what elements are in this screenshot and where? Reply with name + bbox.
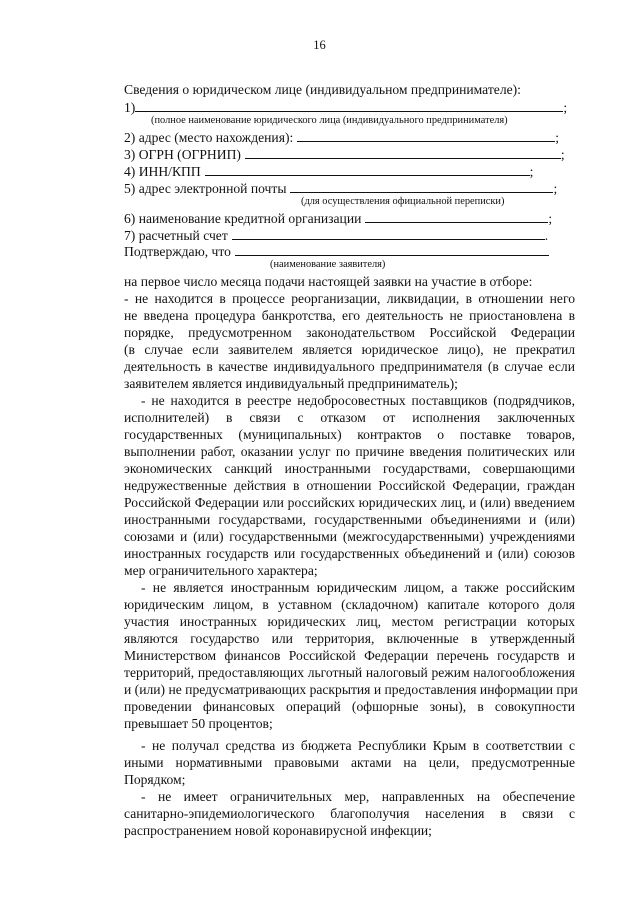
field-2-line — [297, 129, 555, 142]
p3-line: участия иностранных юридических лиц, местом регистрации которых — [124, 614, 575, 629]
field-3-line — [245, 146, 561, 159]
p3-line: территорий, предоставляющих льготный налоговый режим налогообложения — [124, 665, 575, 680]
p3-line: являются государство или территория, включенные в утвержденный — [124, 631, 575, 646]
intro-line: на первое число месяца подачи настоящей заявки на участие в отборе: — [124, 274, 533, 289]
field-5-label: 5) адрес электронной почты — [124, 181, 287, 196]
field-1-label: 1) — [124, 100, 136, 115]
page-number: 16 — [313, 38, 326, 52]
field-6-end: ; — [548, 211, 553, 226]
field-7-line — [232, 227, 545, 240]
p4-line: Порядком; — [124, 772, 186, 787]
field-7-end: . — [544, 228, 549, 243]
confirm-line — [235, 243, 549, 256]
p4-line: - не получал средства из бюджета Республики Крым в соответствии с — [141, 738, 575, 753]
p2-line: выполнении работ, оказании услуг по причине введения политических или — [124, 444, 575, 459]
field-4-line — [205, 163, 530, 176]
field-1 — [124, 99, 567, 116]
p5-line: - не имеет ограничительных мер, направленных на обеспечение — [141, 789, 575, 804]
field-5-end: ; — [553, 181, 558, 196]
p2-line: Российской Федерации или российских юридических лиц, и (или) введением — [124, 495, 575, 510]
p3-line: превышает 50 процентов; — [124, 716, 273, 731]
field-2-end: ; — [555, 130, 560, 145]
field-1-end: ; — [563, 100, 568, 115]
p3-line: проведении финансовых операций (офшорные зоны), в совокупности — [124, 699, 575, 714]
p1-line: порядке, предусмотренном законодательством Российской Федерации — [124, 325, 575, 340]
field-1-line — [135, 99, 563, 112]
field-4 — [124, 163, 533, 180]
field-6 — [124, 210, 552, 227]
field-5-line — [290, 180, 553, 193]
confirm-caption: (наименование заявителя) — [270, 259, 386, 270]
form-heading: Сведения о юридическом лице (индивидуальном предпринимателе): — [124, 82, 521, 97]
field-3 — [124, 146, 565, 163]
p2-line: экономических санкций иностранными государствами, совершающими — [124, 461, 575, 476]
field-7 — [124, 227, 548, 244]
p3-line: и (или) не предусматривающих раскрытия и предоставления информации при — [124, 682, 578, 697]
p1-line: (в случае если заявителем является юридическое лицо), не прекратил — [124, 342, 575, 357]
field-5 — [124, 180, 557, 197]
p1-line: деятельность в качестве индивидуального предпринимателя (в случае если — [124, 359, 575, 374]
field-4-label: 4) ИНН/КПП — [124, 164, 201, 179]
field-5-caption: (для осуществления официальной переписки) — [301, 196, 505, 207]
field-3-label: 3) ОГРН (ОГРНИП) — [124, 147, 241, 162]
field-2 — [124, 129, 559, 146]
p2-line: союзами и (или) государственными (межгосударственными) учреждениями — [124, 529, 575, 544]
field-6-line — [365, 210, 548, 223]
p1-line: не введена процедура банкротства, его деятельность не приостановлена в — [124, 308, 575, 323]
p4-line: иными нормативными правовыми актами на цели, предусмотренные — [124, 755, 575, 770]
p2-line: государственных (муниципальных) контрактов о поставке товаров, — [124, 427, 575, 442]
p3-line: юридическим лицом, в уставном (складочном) капитале которого доля — [124, 597, 575, 612]
confirm-label: Подтверждаю, что — [124, 244, 231, 259]
p5-line: распространением новой коронавирусной инфекции; — [124, 823, 432, 838]
p1-line: заявителем является индивидуальный предприниматель); — [124, 376, 458, 391]
field-4-end: ; — [529, 164, 534, 179]
p3-line: - не является иностранным юридическим лицом, а также российским — [141, 580, 575, 595]
p2-line: иностранных государств или государственных объединений и (или) союзов — [124, 546, 575, 561]
p1-line: - не находится в процессе реорганизации, ликвидации, в отношении него — [124, 291, 575, 306]
p5-line: санитарно-эпидемиологического благополучия населения в связи с — [124, 806, 575, 821]
field-6-label: 6) наименование кредитной организации — [124, 211, 362, 226]
p2-line: иностранными государствами, государственными объединениями и (или) — [124, 512, 575, 527]
field-7-label: 7) расчетный счет — [124, 228, 228, 243]
field-3-end: ; — [560, 147, 565, 162]
field-2-label: 2) адрес (место нахождения): — [124, 130, 294, 145]
p2-line: исполнителей) в связи с отказом от исполнения заключенных — [124, 410, 575, 425]
p2-line: мер ограничительного характера; — [124, 563, 318, 578]
field-1-caption: (полное наименование юридического лица (индивидуального предпринимателя) — [151, 115, 508, 126]
p2-line: - не находится в реестре недобросовестных поставщиков (подрядчиков, — [141, 393, 575, 408]
confirm-field — [124, 243, 549, 260]
p2-line: недружественные действия в отношении Российской Федерации, граждан — [124, 478, 575, 493]
p3-line: Министерством финансов Российской Федерации перечень государств и — [124, 648, 575, 663]
